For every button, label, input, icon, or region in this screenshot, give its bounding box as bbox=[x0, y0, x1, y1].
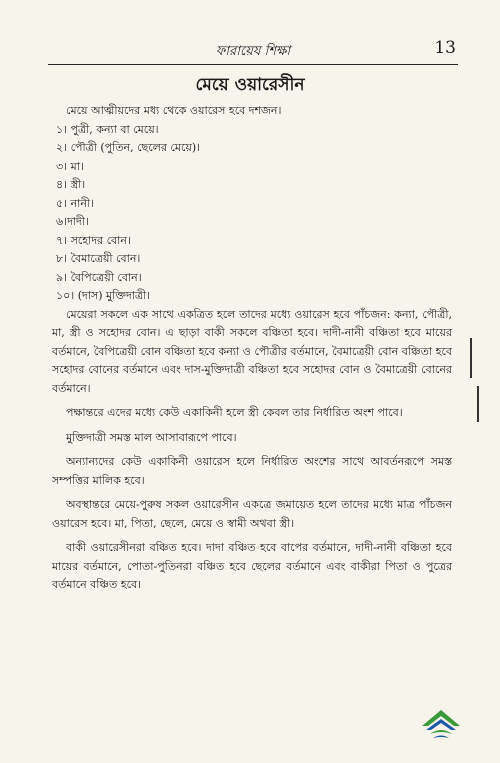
publisher-logo-icon bbox=[418, 702, 464, 742]
chapter-title: মেয়ে ওয়ারেসীন bbox=[195, 75, 305, 95]
intro-paragraph: মেয়ে আত্মীয়দের মধ্য থেকে ওয়ারেস হবে দশজন। bbox=[66, 104, 282, 117]
margin-mark bbox=[477, 386, 479, 422]
list-item: ৮। বৈমাত্রেয়ী বোন। bbox=[56, 252, 141, 265]
list-item: ৪। স্ত্রী। bbox=[56, 178, 86, 191]
body-text bbox=[52, 102, 452, 595]
paragraph: অবস্থান্তরে মেয়ে-পুরুষ সকল ওয়ারেসীন একত্রে জমায়েত হলে তাদের মধ্যে মাত্র পাঁচজন ওয়ারেস হবে। মা, পিতা, ছেলে, মেয়ে ও স্বামী অথবা স্ত্রী। bbox=[52, 498, 452, 530]
paragraph: অন্যান্যদের কেউ একাকিনী ওয়ারেস হলে নির্ধারিত অংশের সাথে আবর্তনরূপে সমস্ত সম্পত্তির মালিক হবে। bbox=[52, 455, 452, 487]
paragraph: মেয়েরা সকলে এক সাথে একত্রিত হলে তাদের মধ্যে ওয়ারেস হবে পাঁচজন: কন্যা, পৌত্রী, মা, স্ত্রী ও সহোদর বোন। এ ছাড়া বাকী সকলে বঞ্চিতা হবে। দাদী-নানী বঞ্চিতা হবে মায়ের বর্তমানে, বৈপিত্রেয়ী বোন বঞ্চিতা হবে কন্যা ও পৌত্রীর বর্তমানে, বৈমাত্রেয়ী বোন বঞ্চিতা হবে সহোদর বোনের বর্তমানে এবং দাস-মুক্তিদাত্রী বঞ্চিতা হবে সহোদর বোন ও বৈমাত্রেয়ী বোনের বর্তমানে। bbox=[52, 307, 452, 395]
page-number: 13 bbox=[434, 38, 456, 58]
list-item: ৬।দাদী। bbox=[56, 215, 89, 228]
margin-mark bbox=[470, 338, 472, 378]
running-title: ফারায়েয শিক্ষা bbox=[215, 44, 291, 59]
list-item: ৭। সহোদর বোন। bbox=[56, 233, 131, 247]
list-item: ১০। (দাস) মুক্তিদাত্রী। bbox=[56, 289, 151, 302]
list-item: ১। পুত্রী, কন্যা বা মেয়ে। bbox=[56, 122, 159, 136]
paragraph: বাকী ওয়ারেসীনরা বঞ্চিত হবে। দাদা বঞ্চিত হবে বাপের বর্তমানে, দাদী-নানী বঞ্চিতা হবে মায়ের বর্তমানে, পোতা-পুতিনরা বঞ্চিত হবে ছেলের বর্তমানে এবং বাকীরা পিতা ও পুত্রের বর্তমানে বঞ্চিত হবে। bbox=[52, 541, 452, 591]
list-item: ২। পৌত্রী (পুতিন, ছেলের মেয়ে)। bbox=[56, 141, 201, 154]
heir-list bbox=[52, 121, 452, 306]
paragraph: পক্ষান্তরে এদের মধ্যে কেউ একাকিনী হলে স্ত্রী কেবল তার নির্ধারিত অংশ পাবে। bbox=[66, 406, 403, 419]
list-item: ৯। বৈপিত্রেয়ী বোন। bbox=[56, 270, 142, 284]
list-item: ৩। মা। bbox=[56, 159, 84, 173]
list-item: ৫। নানী। bbox=[56, 196, 94, 210]
running-header bbox=[48, 38, 458, 65]
paragraph: মুক্তিদাত্রী সমস্ত মাল আসাবারূপে পাবে। bbox=[66, 430, 237, 444]
